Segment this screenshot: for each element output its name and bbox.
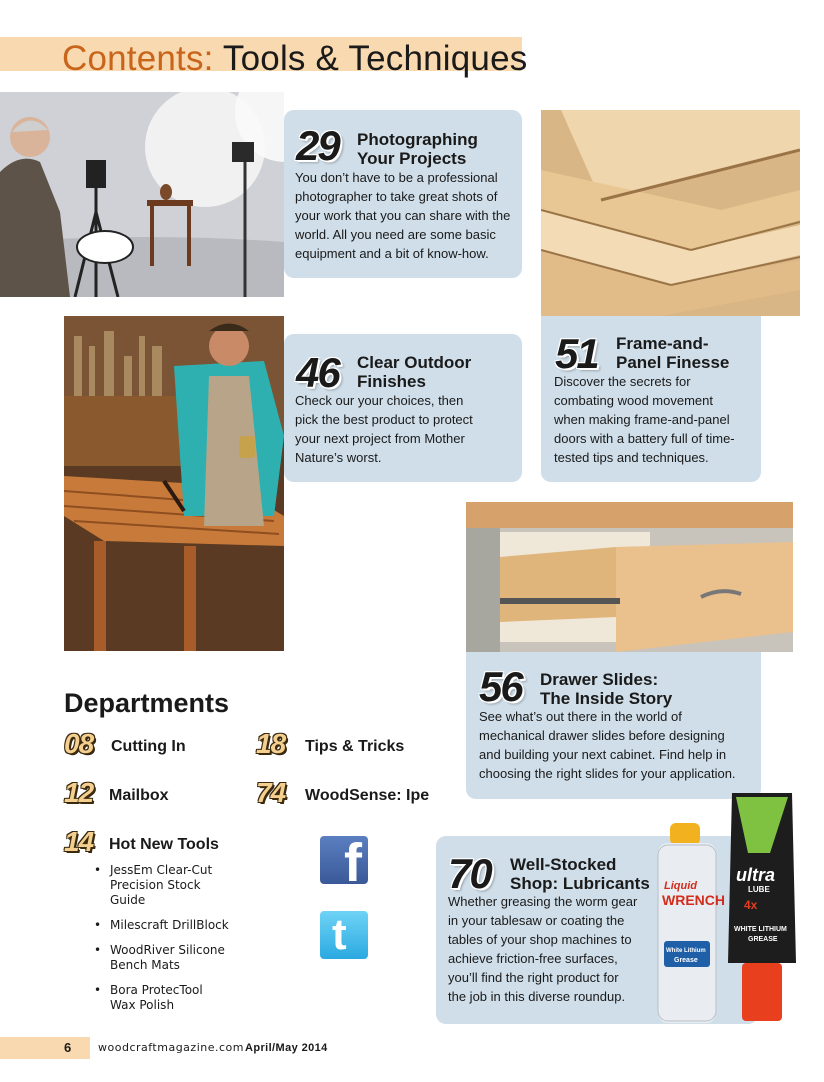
article-title [357,353,471,391]
page-title-prefix: Contents: [62,39,214,78]
article-page-number: 29 [296,122,339,169]
article-description-line: your next project from Mother [295,431,465,446]
list-item [94,918,254,933]
list-item-line: Guide [110,893,146,907]
list-item-line: • Bora ProtecTool [110,983,203,997]
article-title-line: Panel Finesse [616,353,730,372]
department-mailbox[interactable]: Mailbox [109,787,169,804]
article-description-line: See what’s out there in the world of [479,709,682,724]
twitter-glyph: t [332,910,347,959]
article-title-line: Well-Stocked [510,855,617,874]
department-hot-new-tools[interactable]: Hot New Tools [109,836,219,853]
article-description [448,892,637,1006]
list-item [94,983,254,1013]
department-page-number: 08 [64,728,94,759]
department-page-number: 74 [256,777,286,808]
article-description-line: pick the best product to protect [295,412,473,427]
article-description-line: achieve friction-free surfaces, [448,951,618,966]
product-tube-brand-2: LUBE [748,885,770,894]
article-title [540,670,672,708]
article-description-line: and building your next cabinet. Find help in [479,747,727,762]
article-description-line: You don’t have to be a professional [295,170,498,185]
list-item [94,943,254,973]
article-title-line: Your Projects [357,149,467,168]
article-description-line: your work that you can share with the [295,208,511,223]
department-page-number: 18 [256,728,286,759]
article-description [295,168,510,263]
list-item-line: • WoodRiver Silicone [110,943,225,957]
footer-issue-date: April/May 2014 [245,1042,328,1054]
article-title-line: Photographing [357,130,478,149]
list-item-line: • JessEm Clear-Cut [110,863,213,877]
article-description [295,391,473,467]
article-page-number: 46 [296,349,339,396]
article-title-line: Finishes [357,372,426,391]
footer-band [0,1037,90,1059]
article-description-line: doors with a battery full of time- [554,431,735,446]
article-description-line: in your tablesaw or coating the [448,913,625,928]
drawer-slide-photo [466,502,793,652]
product-tube-label-1: WHITE LITHIUM [734,926,787,933]
article-description-line: Nature’s worst. [295,450,382,465]
article-description-line: the job in this diverse roundup. [448,989,626,1004]
lubricant-products-photo [652,793,800,1025]
article-page-number: 56 [479,663,522,710]
footer-website[interactable]: woodcraftmagazine.com [98,1041,244,1054]
facebook-glyph: f [344,833,362,893]
article-description-line: world. All you need are some basic [295,227,496,242]
product-can-label-2: Grease [674,957,698,964]
outdoor-finishing-photo [64,316,284,651]
article-title-line: Drawer Slides: [540,670,659,689]
article-title-line: The Inside Story [540,689,673,708]
department-tips-tricks[interactable]: Tips & Tricks [305,738,405,755]
product-tube-brand-1: ultra [736,865,776,885]
product-tube-badge: 4x [744,898,758,912]
article-title-line: Shop: Lubricants [510,874,650,893]
article-description-line: when making frame-and-panel [554,412,730,427]
article-description-line: photographer to take great shots of [295,189,498,204]
page-title [62,37,527,81]
footer-page-number: 6 [64,1040,72,1055]
product-can-label-1: White Lithium [666,948,706,954]
facebook-icon[interactable] [320,833,368,893]
article-description-line: mechanical drawer slides before designing [479,728,725,743]
article-description-line: tested tips and techniques. [554,450,709,465]
article-title-line: Clear Outdoor [357,353,472,372]
departments-heading: Departments [64,688,230,718]
article-page-number: 70 [448,850,491,897]
product-can-brand-1: Liquid [664,880,697,892]
department-page-number: 12 [64,777,94,808]
article-title [357,130,478,168]
article-description-line: choosing the right slides for your application. [479,766,736,781]
photographer-photo [0,92,284,297]
department-page-number: 14 [64,826,94,857]
list-item-line: Bench Mats [110,958,180,972]
article-description-line: combating wood movement [554,393,713,408]
article-description-line: tables of your shop machines to [448,932,632,947]
article-description-line: Whether greasing the worm gear [448,894,638,909]
article-description [479,707,736,783]
article-description-line: Check our your choices, then [295,393,464,408]
page-title-main: Tools & Techniques [222,39,528,78]
product-tube-label-2: GREASE [748,936,778,943]
article-description-line: equipment and a bit of know-how. [295,246,489,261]
article-description-line: Discover the secrets for [554,374,691,389]
hot-new-tools-list [94,863,254,1023]
frame-panel-photo [541,110,800,316]
article-description [554,372,735,467]
article-title [510,855,650,893]
department-woodsense-ipe[interactable]: WoodSense: Ipe [305,787,430,804]
list-item-line: Wax Polish [110,998,175,1012]
list-item [94,863,254,908]
article-title-line: Frame-and- [616,334,709,353]
article-page-number: 51 [555,330,598,377]
department-cutting-in[interactable]: Cutting In [111,738,186,755]
list-item-line: • Milescraft DrillBlock [110,918,229,932]
product-can-brand-2: WRENCH [662,892,725,908]
article-description-line: you’ll find the right product for [448,970,619,985]
twitter-icon[interactable] [320,911,368,959]
list-item-line: Precision Stock [110,878,201,892]
article-title [616,334,729,372]
